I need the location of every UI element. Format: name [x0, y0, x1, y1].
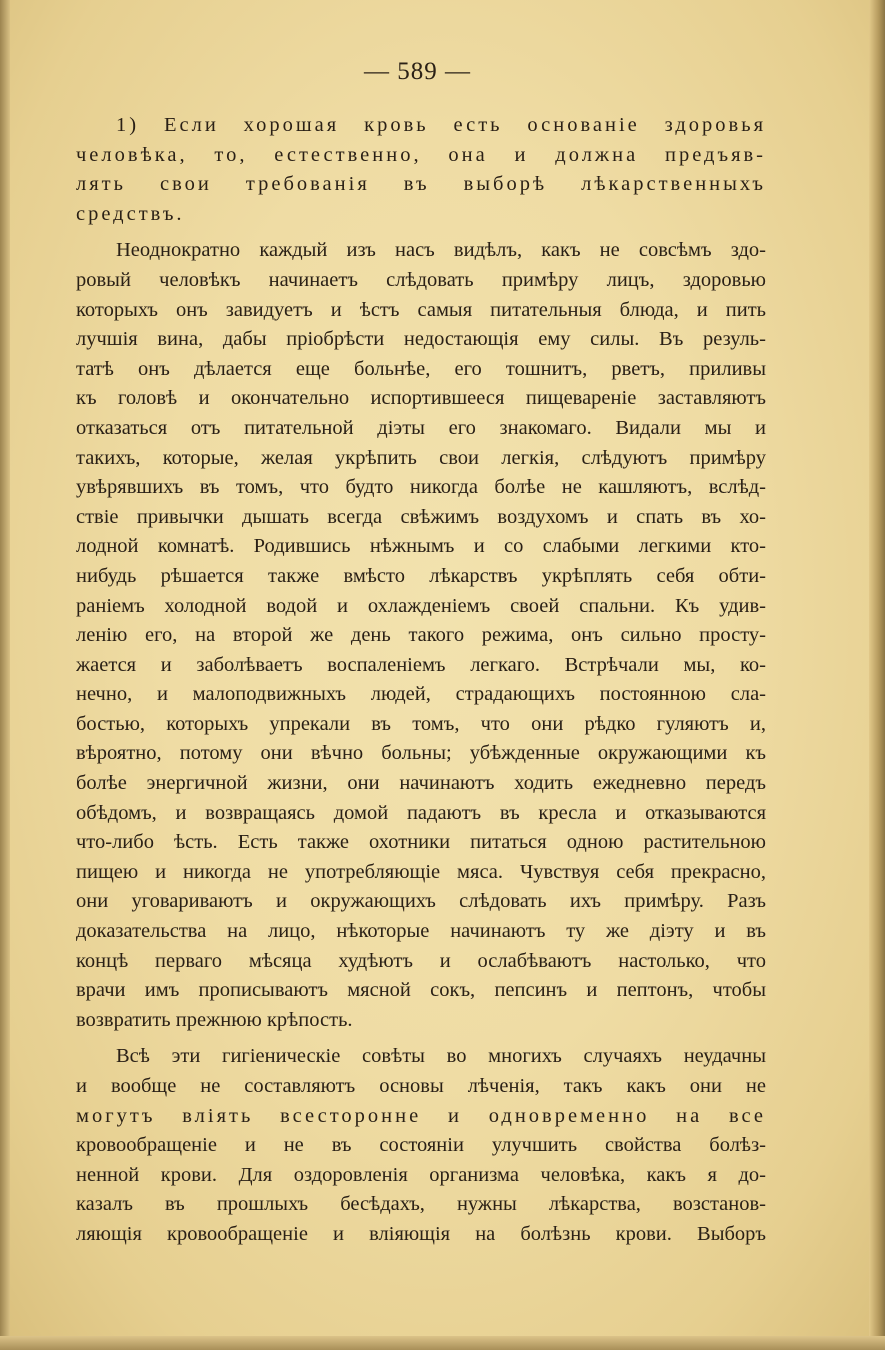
text-line: болѣе энергичной жизни, они начинаютъ ходить ежедневно передъ	[76, 772, 766, 795]
text-line: они уговариваютъ и окружающихъ слѣдовать ихъ примѣру. Разъ	[76, 890, 766, 913]
text-line: нечно, и малоподвижныхъ людей, страдающихъ постоянною сла-	[76, 683, 766, 706]
text-line: увѣрявшихъ въ томъ, что будто никогда болѣе не кашляютъ, вслѣд-	[76, 476, 766, 499]
text-line: средствъ.	[76, 202, 185, 225]
text-line: лять свои требованія въ выборѣ лѣкарственныхъ	[76, 173, 766, 196]
text-line: кровообращеніе и не въ состояніи улучшить свойства болѣз-	[76, 1134, 766, 1157]
text-line: ненной крови. Для оздоровленія организма человѣка, какъ я до-	[76, 1163, 766, 1186]
text-line: и вообще не составляютъ основы лѣченія, такъ какъ они не	[76, 1075, 766, 1097]
text-line: Всѣ эти гигіеническіе совѣты во многихъ случаяхъ неудачны	[116, 1045, 766, 1068]
text-line: къ головѣ и окончательно испортившееся пищевареніе заставляютъ	[76, 387, 766, 410]
text-line: человѣка, то, естественно, она и должна предъяв-	[76, 143, 766, 166]
paragraph-1	[76, 111, 766, 229]
text-line: отказаться отъ питательной діэты его знакомаго. Видали мы и	[76, 416, 766, 439]
text-line: казалъ въ прошлыхъ бесѣдахъ, нужны лѣкарства, возстанов-	[76, 1193, 766, 1216]
page-number: — 589 —	[364, 58, 471, 85]
text-line: лодной комнатѣ. Родившись нѣжнымъ и со слабыми легкими кто-	[76, 535, 766, 558]
text-line: ленію его, на второй же день такого режима, онъ сильно просту-	[76, 624, 766, 647]
text-line: доказательства на лицо, нѣкоторые начинаютъ ту же діэту и въ	[76, 920, 766, 943]
text-line: 1) Если хорошая кровь есть основаніе здоровья	[116, 114, 766, 136]
text-line: такихъ, которые, желая укрѣпить свои легкія, слѣдуютъ примѣру	[76, 446, 766, 469]
page-edge-bottom	[0, 1336, 885, 1350]
page-edge-left	[0, 0, 10, 1350]
body-text	[76, 111, 766, 1250]
paragraph-2	[76, 236, 766, 1035]
text-line: раніемъ холодной водой и охлажденіемъ своей спальни. Къ удив-	[76, 594, 766, 617]
text-line: концѣ перваго мѣсяца худѣютъ и ослабѣваютъ настолько, что	[76, 949, 766, 972]
page-edge-right	[869, 0, 885, 1350]
text-line: татѣ онъ дѣлается еще больнѣе, его тошнитъ, рветъ, приливы	[76, 357, 766, 380]
text-line: могутъ вліять всесторонне и одновременно на все	[76, 1104, 766, 1127]
text-line: Неоднократно каждый изъ насъ видѣлъ, какъ не совсѣмъ здо-	[116, 239, 766, 262]
text-line: возвратить прежнюю крѣпость.	[76, 1008, 353, 1031]
paragraph-3	[76, 1042, 766, 1249]
text-line: лучшія вина, дабы пріобрѣсти недостающія ему силы. Въ резуль-	[76, 328, 766, 351]
text-line: что-либо ѣсть. Есть также охотники питаться одною растительною	[76, 831, 766, 854]
text-line: ляющія кровообращеніе и вліяющія на болѣзнь крови. Выборъ	[76, 1222, 766, 1245]
text-line: бостью, которыхъ упрекали въ томъ, что они рѣдко гуляютъ и,	[76, 712, 766, 735]
text-line: врачи имъ прописываютъ мясной сокъ, пепсинъ и пептонъ, чтобы	[76, 979, 766, 1002]
text-line: которыхъ онъ завидуетъ и ѣстъ самыя питательныя блюда, и пить	[76, 298, 766, 321]
text-line: нибудь рѣшается также вмѣсто лѣкарствъ укрѣплять себя обти-	[76, 564, 766, 587]
text-line: вѣроятно, потому они вѣчно больны; убѣжденные окружающими къ	[76, 742, 766, 765]
text-line: пищею и никогда не употребляющіе мяса. Чувствуя себя прекрасно,	[76, 860, 766, 883]
text-line: жается и заболѣваетъ воспаленіемъ легкаго. Встрѣчали мы, ко-	[76, 653, 766, 676]
text-line: обѣдомъ, и возвращаясь домой падаютъ въ кресла и отказываются	[76, 801, 766, 824]
text-line: ровый человѣкъ начинаетъ слѣдовать примѣру лицъ, здоровью	[76, 268, 766, 291]
text-line: ствіе привычки дышать всегда свѣжимъ воздухомъ и спать въ хо-	[76, 505, 766, 528]
